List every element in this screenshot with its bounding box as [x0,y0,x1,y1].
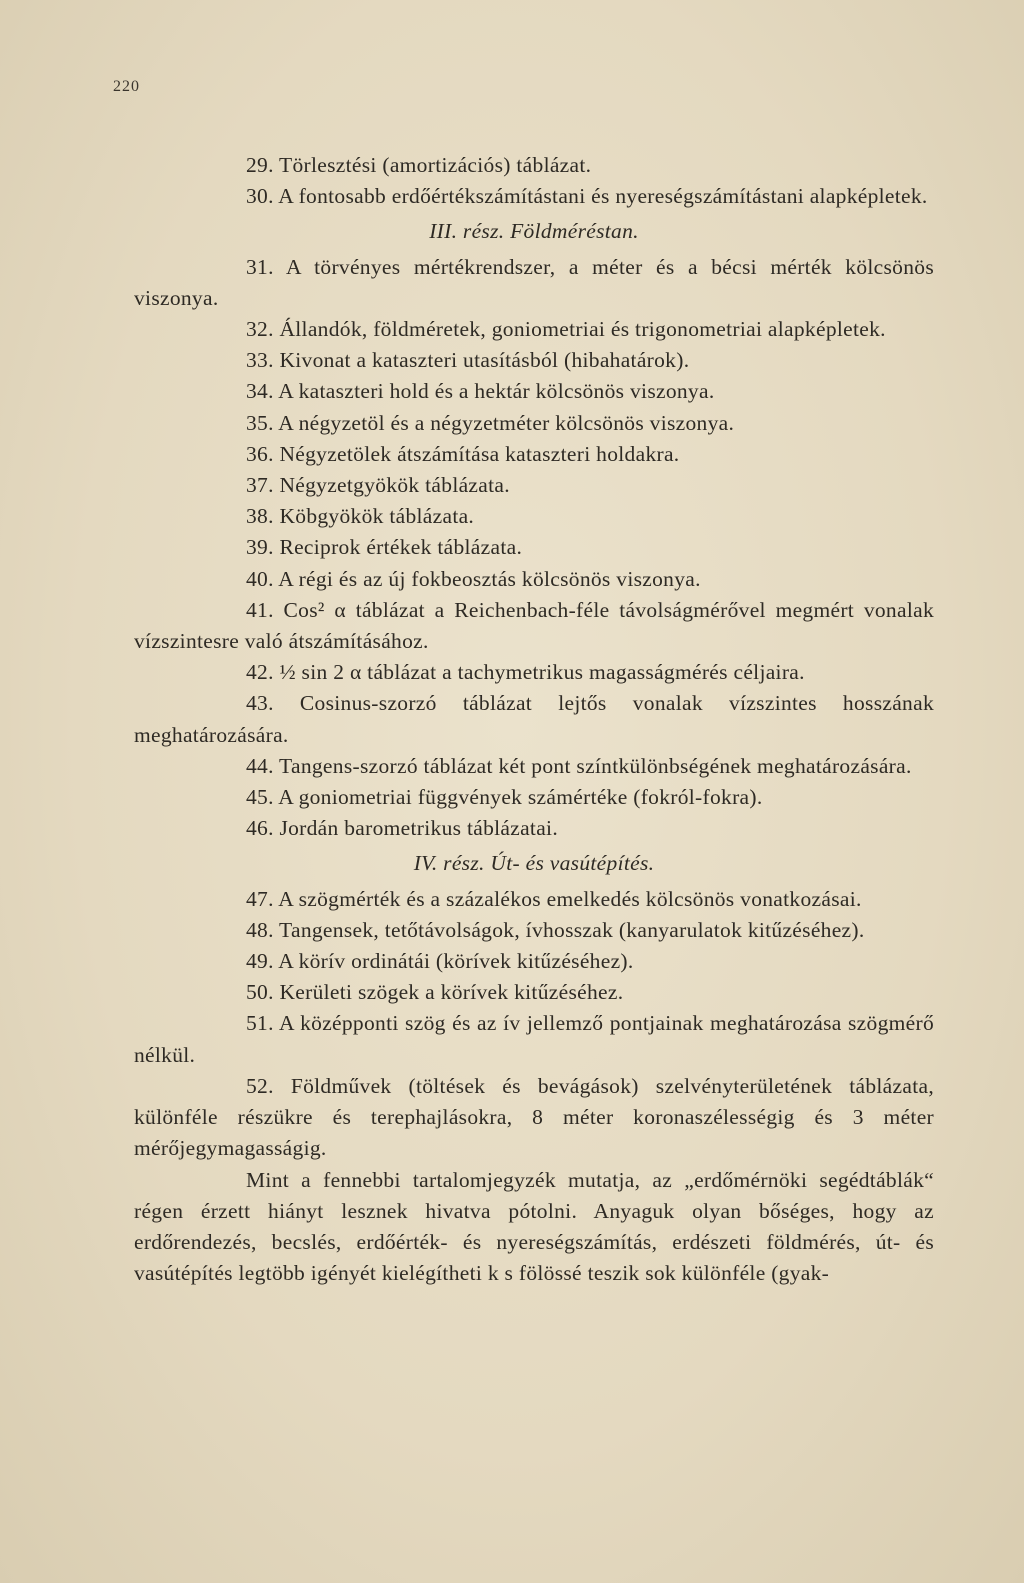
section-4-title: IV. rész. Út- és vasútépítés. [413,851,655,876]
toc-entry-32: 32. Állandók, földméretek, goniometriai és trigonometriai alapképletek. [246,317,886,342]
toc-entry-43: 43. Cosinus-szorzó táblázat lejtős vonalak vízszintes hosszának meghatározására. [134,691,934,747]
toc-entry-50: 50. Kerületi szögek a körívek kitűzéséhez. [246,980,624,1005]
toc-entry-37: 37. Négyzetgyökök táblázata. [246,473,510,498]
toc-entry-49: 49. A körív ordinátái (körívek kitűzéséhez). [246,949,634,974]
toc-entry-45: 45. A goniometriai függvények számértéke (fokról-fokra). [246,785,763,810]
toc-entry-51: 51. A középponti szög és az ív jellemző pontjainak meghatározása szögmérő nélkül. [134,1011,934,1067]
toc-entry-35: 35. A négyzetöl és a négyzetméter kölcsönös viszonya. [246,410,735,435]
page-number: 220 [113,78,140,95]
toc-entry-47: 47. A szögmérték és a százalékos emelkedés kölcsönös vonatkozásai. [246,886,862,911]
table-of-contents [134,150,934,1289]
toc-entry-48: 48. Tangensek, tetőtávolságok, ívhosszak (kanyarulatok kitűzéséhez). [246,917,865,942]
toc-entry-30: 30. A fontosabb erdőértékszámítástani és nyereségszámítástani alapképletek. [246,184,928,209]
toc-entry-38: 38. Köbgyökök táblázata. [246,504,475,529]
closing-paragraph: Mint a fennebbi tartalomjegyzék mutatja, az „erdőmérnöki segédtáblák“ régen érzett hiányt lesznek hivatva pótolni. Anyaguk olyan bőséges, hogy az erdőrendezés, becslés, erdőérték- és nyereségszámítás, erdészeti földmérés, út- és vasútépítés legtöbb igényét kielégítheti k s fölössé teszik sok különféle (gyak- [134,1167,934,1286]
toc-entry-29: 29. Törlesztési (amortizációs) táblázat. [246,153,592,177]
toc-entry-34: 34. A kataszteri hold és a hektár kölcsönös viszonya. [246,379,715,404]
toc-entry-40: 40. A régi és az új fokbeosztás kölcsönös viszonya. [246,566,701,591]
toc-entry-46: 46. Jordán barometrikus táblázatai. [246,816,558,841]
toc-entry-31: 31. A törvényes mértékrendszer, a méter és a bécsi mérték kölcsönös viszonya. [134,254,934,310]
toc-entry-33: 33. Kivonat a kataszteri utasításból (hibahatárok). [246,348,690,373]
toc-entry-39: 39. Reciprok értékek táblázata. [246,535,523,560]
toc-entry-41: 41. Cos² α táblázat a Reichenbach-féle távolságmérővel megmért vonalak vízszintesre való átszámításához. [134,597,934,654]
toc-entry-52: 52. Földművek (töltések és bevágások) szelvényterületének táblázata, különféle részükre és terephajlásokra, 8 méter koronaszélességig és 3 méter mérőjegymagasságig. [134,1073,934,1161]
section-3-title: III. rész. Földméréstan. [429,219,639,244]
toc-entry-44: 44. Tangens-szorzó táblázat két pont színtkülönbségének meghatározására. [246,753,912,778]
toc-entry-36: 36. Négyzetölek átszámítása kataszteri holdakra. [246,441,680,466]
toc-entry-42: 42. ½ sin 2 α táblázat a tachymetrikus magasságmérés céljaira. [246,660,805,685]
